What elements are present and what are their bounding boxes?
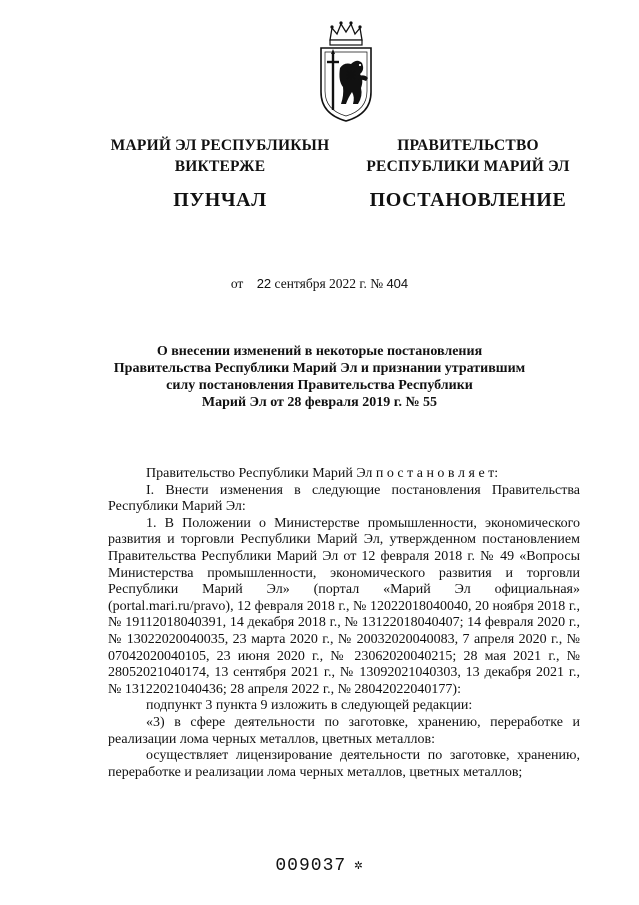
paragraph-section-1: I. Внести изменения в следующие постановления Правительства Республики Марий Эл: bbox=[108, 482, 580, 515]
ornament-icon: ✲ bbox=[354, 858, 364, 874]
paragraph-subitem: подпункт 3 пункта 9 изложить в следующей редакции: bbox=[146, 698, 473, 714]
header-mari bbox=[95, 135, 345, 214]
title-line: Правительства Республики Марий Эл и признании утратившим bbox=[113, 361, 526, 376]
title-line: силу постановления Правительства Республики bbox=[166, 378, 473, 393]
header-mari-line2: ВИКТЕРЖЕ bbox=[174, 158, 266, 175]
header-russian-doc-type: ПОСТАНОВЛЕНИЕ bbox=[369, 189, 567, 211]
header-russian-line2: РЕСПУБЛИКИ МАРИЙ ЭЛ bbox=[366, 158, 570, 175]
document-number: 404 bbox=[386, 276, 409, 291]
coat-of-arms-icon bbox=[316, 18, 376, 124]
header-russian bbox=[352, 135, 584, 214]
header-mari-doc-type: ПУНЧАЛ bbox=[173, 189, 267, 211]
serial-number: 009037 bbox=[275, 856, 347, 876]
date-line bbox=[0, 276, 639, 292]
date-month-year: сентября 2022 г. № bbox=[274, 276, 384, 291]
date-day: 22 bbox=[256, 276, 272, 291]
paragraph-quote-start: «3) в сфере деятельности по заготовке, хранению, переработке и реализации лома черных металлов, цветных металлов: bbox=[108, 714, 580, 747]
serial-number-footer bbox=[0, 856, 639, 876]
document-title bbox=[100, 343, 539, 411]
paragraph-item-1: 1. В Положении о Министерстве промышленности, экономического развития и торговли Республики Марий Эл, утвержденном постановлением Правительства Республики Марий Эл от 12 февраля 2018 г. № 49 «Вопросы Министерства промышленности, экономического развития и торговли Республики Марий Эл» (портал «Марий Эл официальная» (portal.mari.ru/pravo), 12 февраля 2018 г., № 12022018040040, 20 ноября 2018 г., № 19112018040391, 14 декабря 2018 г., № 13122018040407; 14 февраля 2020 г., № 13022020040035, 23 марта 2020 г., № 20032020040083, 7 апреля 2020 г., № 07042020040105, 23 июня 2020 г., № 23062020040215; 28 мая 2021 г., № 28052021040174, 13 сентября 2021 г., № 13092021040303, 13 декабря 2021 г., № 13122021040436; 28 апреля 2022 г., № 28042022040177): bbox=[108, 515, 580, 697]
date-prefix: от bbox=[230, 276, 244, 291]
document-body bbox=[108, 466, 580, 781]
paragraph-preamble: Правительство Республики Марий Эл п о с т а н о в л я е т: bbox=[146, 466, 499, 481]
paragraph-licensing: осуществляет лицензирование деятельности по заготовке, хранению, переработке и реализации лома черных металлов, цветных металлов; bbox=[108, 748, 580, 780]
title-line: О внесении изменений в некоторые постановления bbox=[156, 344, 483, 359]
header-russian-line1: ПРАВИТЕЛЬСТВО bbox=[397, 137, 539, 154]
header-mari-line1: МАРИЙ ЭЛ РЕСПУБЛИКЫН bbox=[110, 137, 330, 154]
title-line: Марий Эл от 28 февраля 2019 г. № 55 bbox=[201, 395, 438, 410]
